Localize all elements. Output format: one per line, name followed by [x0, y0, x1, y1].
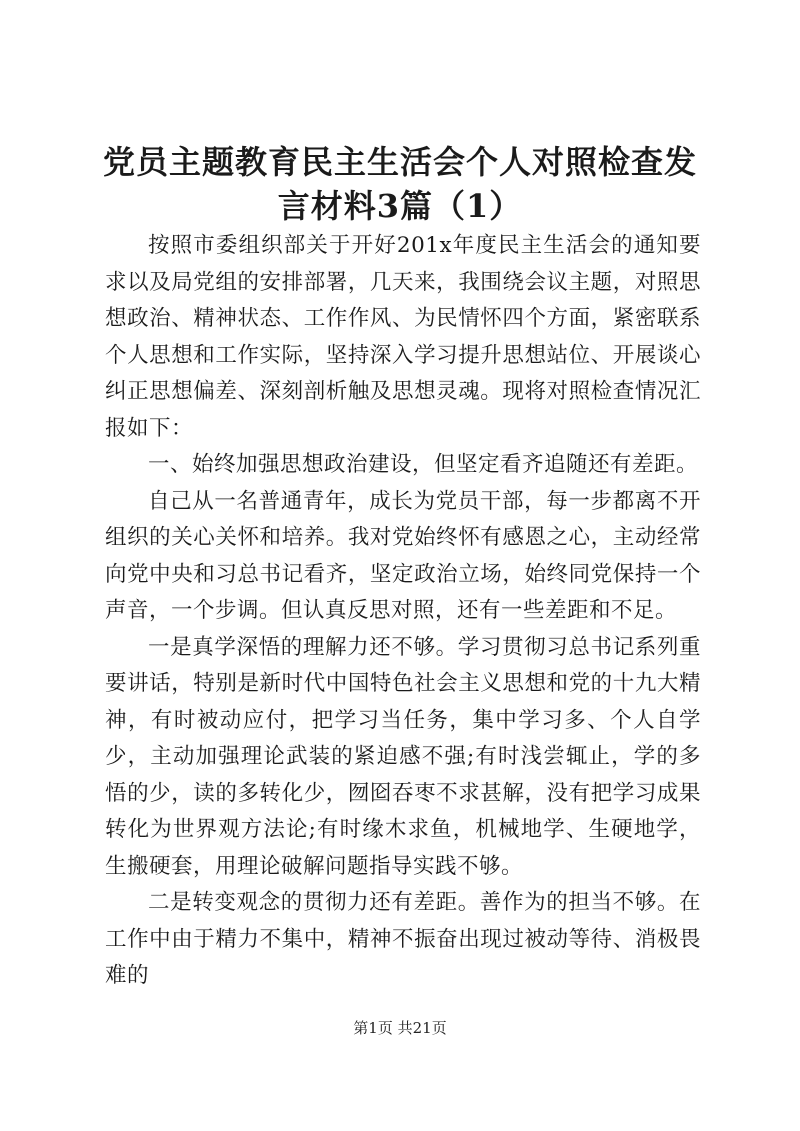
document-title: 党员主题教育民主生活会个人对照检查发言材料3篇（1）	[102, 143, 697, 225]
paragraph-section-heading: 一、始终加强思想政治建设，但坚定看齐追随还有差距。	[148, 452, 699, 477]
paragraph-intro: 按照市委组织部关于开好201x年度民主生活会的通知要求以及局党组的安排部署，几天来，我围绕会议主题，对照思想政治、精神状态、工作作风、为民情怀四个方面，紧密联系个人思想和工作实际，坚持深入学习提升思想站位、开展谈心纠正思想偏差、深刻剖析触及思想灵魂。现将对照检查情况汇报如下：	[105, 233, 701, 441]
document-body	[105, 228, 701, 995]
paragraph-point-one: 一是真学深悟的理解力还不够。学习贯彻习总书记系列重要讲话，特别是新时代中国特色社会主义思想和党的十九大精神，有时被动应付，把学习当任务，集中学习多、个人自学少，主动加强理论武装的紧迫感不强;有时浅尝辄止，学的多悟的少，读的多转化少，囫囵吞枣不求甚解，没有把学习成果转化为世界观方法论;有时缘木求鱼，机械地学、生硬地学，生搬硬套，用理论破解问题指导实践不够。	[105, 634, 701, 879]
page-footer: 第1页 共21页	[353, 1019, 447, 1037]
paragraph-background: 自己从一名普通青年，成长为党员干部，每一步都离不开组织的关心关怀和培养。我对党始终怀有感恩之心，主动经常向党中央和习总书记看齐，坚定政治立场，始终同党保持一个声音，一个步调。但认真反思对照，还有一些差距和不足。	[105, 488, 701, 623]
paragraph-point-two: 二是转变观念的贯彻力还有差距。善作为的担当不够。在工作中由于精力不集中，精神不振奋出现过被动等待、消极畏难的	[105, 890, 701, 988]
